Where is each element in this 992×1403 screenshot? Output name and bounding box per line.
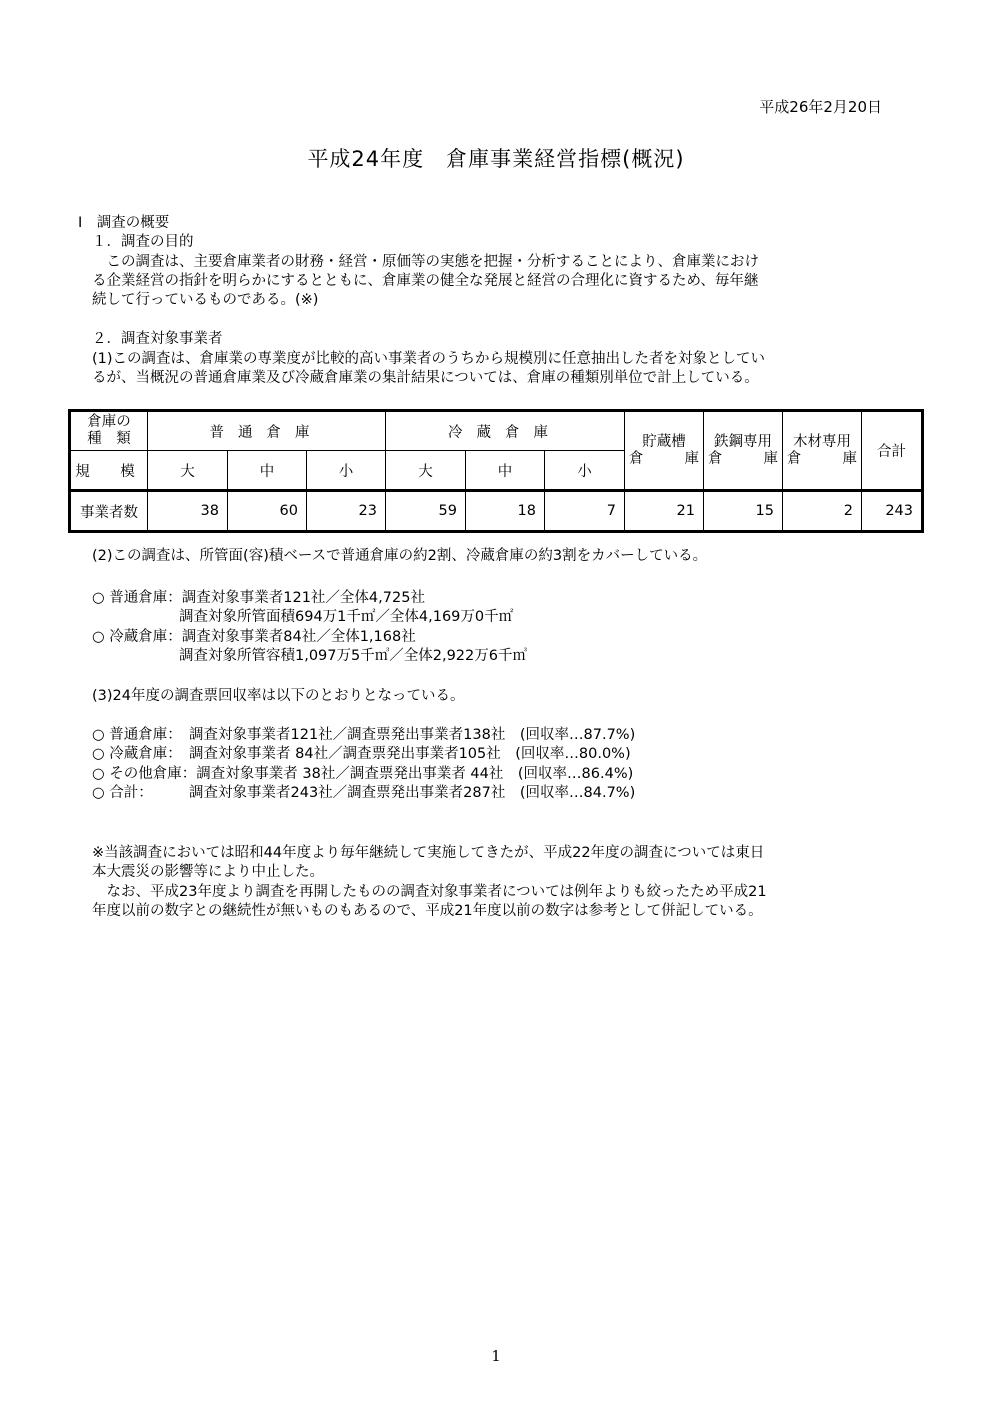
tekko-header: 鉄鋼専用 倉 庫	[704, 411, 783, 491]
count-cell: 2	[783, 491, 862, 532]
recovery-intro: (3)24年度の調査票回収率は以下のとおりとなっている。	[92, 688, 465, 704]
purpose-line: る企業経営の指針を明らかにするとともに、倉庫業の健全な発展と経営の合理化に資するため、毎年継	[92, 273, 759, 289]
purpose-line: この調査は、主要倉庫業者の財務・経営・原価等の実態を把握・分析することにより、倉庫業におけ	[92, 254, 759, 270]
count-cell: 15	[704, 491, 783, 532]
recovery-line: ○ 合計： 調査対象事業者243社／調査票発出事業者287社 (回収率…84.7%)	[92, 785, 636, 801]
size-large: 大	[148, 451, 228, 491]
size-small: 小	[307, 451, 386, 491]
count-total-cell: 243	[862, 491, 923, 532]
document-title: 平成24年度 倉庫事業経営指標(概況)	[307, 147, 685, 171]
coverage-intro: (2)この調査は、所管面(容)積ベースで普通倉庫の約2割、冷蔵倉庫の約3割をカバーしている。	[92, 548, 708, 564]
chozo-header: 貯蔵槽 倉 庫	[625, 411, 704, 491]
note-line: 本大震災の影響等により中止した。	[92, 864, 324, 880]
size-medium: 中	[466, 451, 545, 491]
size-medium: 中	[228, 451, 307, 491]
purpose-heading: １．調査の目的	[92, 234, 194, 250]
size-large: 大	[386, 451, 466, 491]
count-label: 事業者数	[70, 491, 148, 532]
page-number: 1	[491, 1347, 501, 1365]
document-date: 平成26年2月20日	[759, 98, 882, 116]
section-heading: Ⅰ 調査の概要	[78, 215, 170, 231]
recovery-line: ○ 普通倉庫： 調査対象事業者121社／調査票発出事業者138社 (回収率…87.7%)	[92, 727, 636, 743]
size-small: 小	[545, 451, 625, 491]
count-cell: 21	[625, 491, 704, 532]
targets-line: (1)この調査は、倉庫業の専業度が比較的高い事業者のうちから規模別に任意抽出した者を対象としてい	[92, 351, 766, 367]
coverage-line: 調査対象所管面積694万1千㎡／全体4,169万0千㎡	[92, 609, 514, 625]
type-header: 倉庫の 種 類	[70, 411, 148, 451]
reizo-header: 冷蔵倉庫	[386, 411, 625, 451]
note-line: ※当該調査においては昭和44年度より毎年継続して実施してきたが、平成22年度の調査については東日	[92, 845, 765, 861]
total-header: 合計	[862, 411, 923, 491]
recovery-line: ○ 冷蔵倉庫： 調査対象事業者 84社／調査票発出事業者105社 (回収率…80.0%)	[92, 746, 631, 762]
count-cell: 7	[545, 491, 625, 532]
coverage-line: ○ 普通倉庫：調査対象事業者121社／全体4,725社	[92, 590, 425, 606]
note-line: なお、平成23年度より調査を再開したものの調査対象事業者については例年よりも絞ったため平成21	[92, 884, 767, 900]
mokuzai-header: 木材専用 倉 庫	[783, 411, 862, 491]
coverage-line: ○ 冷蔵倉庫：調査対象事業者84社／全体1,168社	[92, 629, 416, 645]
count-cell: 59	[386, 491, 466, 532]
count-cell: 23	[307, 491, 386, 532]
survey-table	[68, 409, 924, 533]
futsu-header: 普通倉庫	[148, 411, 386, 451]
note-line: 年度以前の数字との継続性が無いものもあるので、平成21年度以前の数字は参考として併記している。	[92, 903, 763, 919]
count-cell: 38	[148, 491, 228, 532]
recovery-line: ○ その他倉庫：調査対象事業者 38社／調査票発出事業者 44社 (回収率…86.4%)	[92, 766, 634, 782]
count-cell: 18	[466, 491, 545, 532]
targets-heading: ２．調査対象事業者	[92, 331, 223, 347]
coverage-line: 調査対象所管容積1,097万5千㎥／全体2,922万6千㎥	[92, 648, 527, 664]
purpose-line: 続して行っているものである。(※)	[92, 292, 319, 308]
targets-line: るが、当概況の普通倉庫業及び冷蔵倉庫業の集計結果については、倉庫の種類別単位で計上している。	[92, 370, 759, 386]
count-cell: 60	[228, 491, 307, 532]
scale-header: 規 模	[70, 451, 148, 491]
